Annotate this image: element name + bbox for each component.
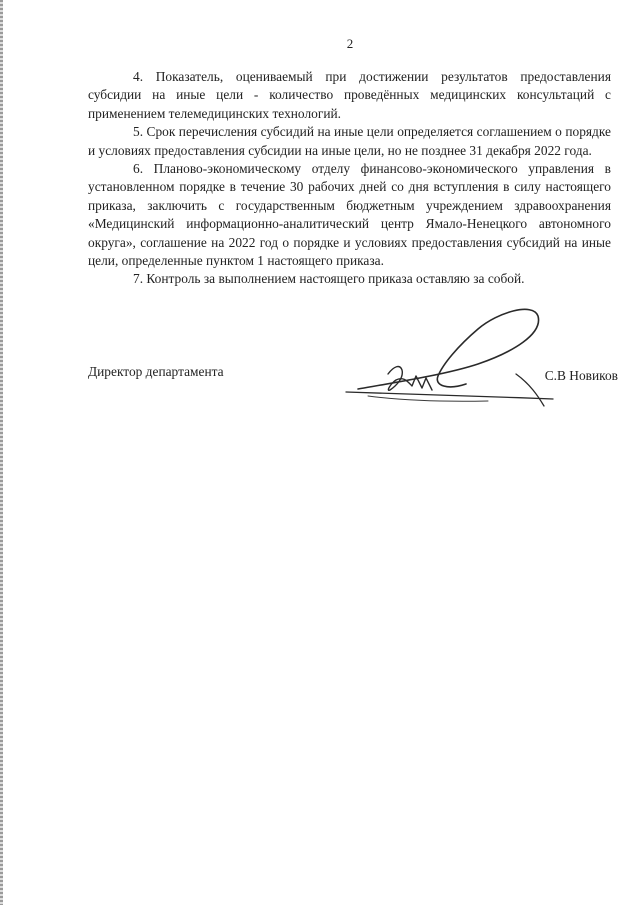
paragraph-7: 7. Контроль за выполнением настоящего приказа оставляю за собой.	[133, 271, 525, 287]
scan-edge	[0, 0, 3, 905]
signature-position: Директор департамента	[88, 364, 224, 379]
handwritten-signature-icon	[338, 304, 568, 414]
paragraph-5: 5. Срок перечисления субсидий на иные цели определяется соглашением о порядке и условиях предоставления субсидии на иные цели, но не позднее 31 декабря 2022 года.	[88, 124, 611, 158]
paragraph-6: 6. Планово-экономическому отделу финансово-экономического управления в установленном порядке в течение 30 рабочих дней со дня вступления в силу настоящего приказа, заключить с государственным бюджетным учреждением здравоохранения «Медицинский информационно-аналитический центр Ямало-Ненецкого автономного округа», соглашение на 2022 год о порядке и условиях предоставления субсидий на иные цели, определенные пунктом 1 настоящего приказа.	[88, 161, 611, 269]
page-number: 2	[346, 36, 354, 51]
signature-block	[88, 352, 618, 412]
signature-name: С.В Новиков	[544, 368, 618, 383]
document-body	[88, 68, 611, 289]
paragraph-4: 4. Показатель, оцениваемый при достижении результатов предоставления субсидии на иные цели - количество проведённых медицинских консультаций с применением телемедицинских технологий.	[88, 69, 611, 121]
